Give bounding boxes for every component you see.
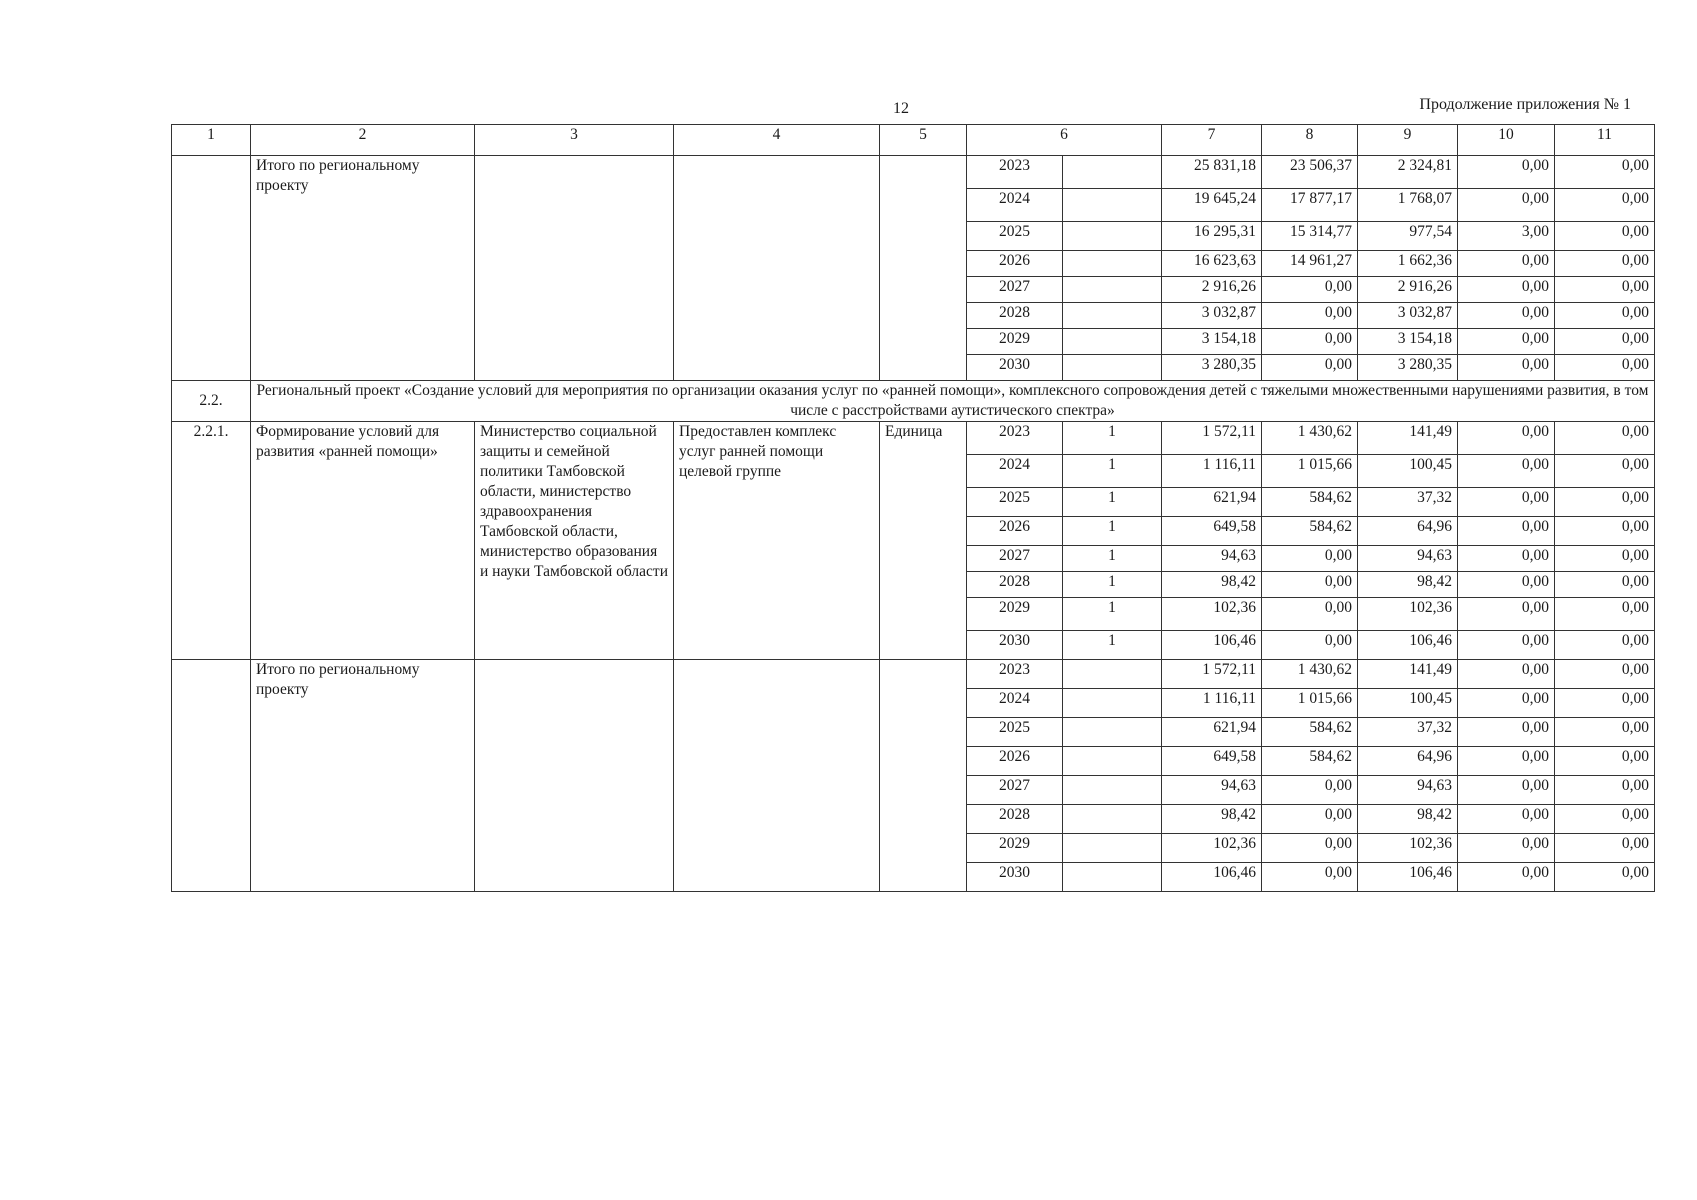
column-header: 3 xyxy=(475,125,674,156)
total-label: Итого по региональному проекту xyxy=(251,660,475,892)
value-cell: 0,00 xyxy=(1458,251,1555,277)
count-cell xyxy=(1063,303,1162,329)
year-cell: 2024 xyxy=(967,189,1063,222)
value-cell: 0,00 xyxy=(1555,805,1655,834)
count-cell: 1 xyxy=(1063,488,1162,517)
value-cell: 3 280,35 xyxy=(1162,355,1262,381)
result-cell xyxy=(674,660,880,892)
value-cell: 0,00 xyxy=(1262,329,1358,355)
count-cell xyxy=(1063,277,1162,303)
count-cell: 1 xyxy=(1063,631,1162,660)
value-cell: 2 916,26 xyxy=(1358,277,1458,303)
value-cell: 3,00 xyxy=(1458,222,1555,251)
table-row xyxy=(172,422,1655,455)
value-cell: 0,00 xyxy=(1458,689,1555,718)
count-cell xyxy=(1063,689,1162,718)
value-cell: 25 831,18 xyxy=(1162,156,1262,189)
year-cell: 2025 xyxy=(967,718,1063,747)
count-cell: 1 xyxy=(1063,546,1162,572)
column-header: 11 xyxy=(1555,125,1655,156)
value-cell: 0,00 xyxy=(1458,189,1555,222)
count-cell: 1 xyxy=(1063,422,1162,455)
year-cell: 2030 xyxy=(967,355,1063,381)
year-cell: 2027 xyxy=(967,546,1063,572)
executor-cell xyxy=(475,156,674,381)
year-cell: 2026 xyxy=(967,517,1063,546)
value-cell: 0,00 xyxy=(1458,455,1555,488)
value-cell: 0,00 xyxy=(1555,303,1655,329)
value-cell: 0,00 xyxy=(1458,277,1555,303)
value-cell: 94,63 xyxy=(1162,776,1262,805)
value-cell: 584,62 xyxy=(1262,718,1358,747)
value-cell: 0,00 xyxy=(1458,863,1555,892)
unit-cell xyxy=(880,660,967,892)
value-cell: 0,00 xyxy=(1262,631,1358,660)
total-label: Итого по региональному проекту xyxy=(251,156,475,381)
value-cell: 37,32 xyxy=(1358,718,1458,747)
value-cell: 1 430,62 xyxy=(1262,660,1358,689)
value-cell: 0,00 xyxy=(1555,834,1655,863)
value-cell: 0,00 xyxy=(1458,422,1555,455)
value-cell: 94,63 xyxy=(1358,776,1458,805)
value-cell: 1 572,11 xyxy=(1162,422,1262,455)
value-cell: 0,00 xyxy=(1262,572,1358,598)
value-cell: 0,00 xyxy=(1458,776,1555,805)
value-cell: 0,00 xyxy=(1458,156,1555,189)
year-cell: 2028 xyxy=(967,572,1063,598)
value-cell: 0,00 xyxy=(1458,355,1555,381)
result-cell: Предоставлен комплекс услуг ранней помощи целевой группе xyxy=(674,422,880,660)
item-code: 2.2.1. xyxy=(172,422,251,660)
value-cell: 0,00 xyxy=(1555,689,1655,718)
value-cell: 0,00 xyxy=(1458,572,1555,598)
result-cell xyxy=(674,156,880,381)
year-cell: 2026 xyxy=(967,251,1063,277)
value-cell: 0,00 xyxy=(1555,422,1655,455)
value-cell: 0,00 xyxy=(1555,598,1655,631)
year-cell: 2026 xyxy=(967,747,1063,776)
value-cell: 106,46 xyxy=(1358,631,1458,660)
value-cell: 584,62 xyxy=(1262,488,1358,517)
value-cell: 0,00 xyxy=(1458,660,1555,689)
value-cell: 0,00 xyxy=(1555,660,1655,689)
value-cell: 0,00 xyxy=(1262,303,1358,329)
value-cell: 0,00 xyxy=(1458,631,1555,660)
value-cell: 649,58 xyxy=(1162,747,1262,776)
value-cell: 3 154,18 xyxy=(1162,329,1262,355)
value-cell: 3 280,35 xyxy=(1358,355,1458,381)
value-cell: 0,00 xyxy=(1555,277,1655,303)
count-cell xyxy=(1063,156,1162,189)
table-row xyxy=(172,660,1655,689)
section-code: 2.2. xyxy=(172,381,251,422)
unit-cell: Единица xyxy=(880,422,967,660)
value-cell: 0,00 xyxy=(1262,598,1358,631)
value-cell: 3 032,87 xyxy=(1162,303,1262,329)
value-cell: 0,00 xyxy=(1458,805,1555,834)
value-cell: 0,00 xyxy=(1555,631,1655,660)
year-cell: 2029 xyxy=(967,329,1063,355)
value-cell: 0,00 xyxy=(1262,834,1358,863)
year-cell: 2025 xyxy=(967,222,1063,251)
value-cell: 0,00 xyxy=(1458,718,1555,747)
count-cell xyxy=(1063,747,1162,776)
value-cell: 98,42 xyxy=(1162,572,1262,598)
year-cell: 2023 xyxy=(967,660,1063,689)
value-cell: 0,00 xyxy=(1458,834,1555,863)
value-cell: 977,54 xyxy=(1358,222,1458,251)
column-header: 4 xyxy=(674,125,880,156)
value-cell: 0,00 xyxy=(1555,251,1655,277)
value-cell: 98,42 xyxy=(1358,572,1458,598)
value-cell: 0,00 xyxy=(1555,517,1655,546)
value-cell: 0,00 xyxy=(1555,863,1655,892)
value-cell: 0,00 xyxy=(1458,747,1555,776)
count-cell xyxy=(1063,776,1162,805)
code-cell xyxy=(172,660,251,892)
value-cell: 0,00 xyxy=(1458,598,1555,631)
executor-cell xyxy=(475,660,674,892)
value-cell: 64,96 xyxy=(1358,517,1458,546)
value-cell: 1 015,66 xyxy=(1262,455,1358,488)
value-cell: 37,32 xyxy=(1358,488,1458,517)
value-cell: 1 116,11 xyxy=(1162,455,1262,488)
value-cell: 141,49 xyxy=(1358,422,1458,455)
value-cell: 100,45 xyxy=(1358,689,1458,718)
column-header: 7 xyxy=(1162,125,1262,156)
value-cell: 16 295,31 xyxy=(1162,222,1262,251)
executor-cell: Министерство социальной защиты и семейной политики Тамбовской области, министерство здравоохранения Тамбовской области, министерство образования и науки Тамбовской области xyxy=(475,422,674,660)
column-header: 1 xyxy=(172,125,251,156)
value-cell: 102,36 xyxy=(1162,598,1262,631)
count-cell xyxy=(1063,222,1162,251)
value-cell: 14 961,27 xyxy=(1262,251,1358,277)
count-cell xyxy=(1063,355,1162,381)
page-number: 12 xyxy=(893,100,909,117)
value-cell: 94,63 xyxy=(1162,546,1262,572)
value-cell: 2 324,81 xyxy=(1358,156,1458,189)
value-cell: 0,00 xyxy=(1555,546,1655,572)
value-cell: 23 506,37 xyxy=(1262,156,1358,189)
section-title: Региональный проект «Создание условий для мероприятия по организации оказания услуг по «ранней помощи», комплексного сопровождения детей с тяжелыми множественными нарушениями развития, в том числе с расстройствами аутистического спектра» xyxy=(251,381,1655,422)
value-cell: 1 116,11 xyxy=(1162,689,1262,718)
value-cell: 1 768,07 xyxy=(1358,189,1458,222)
year-cell: 2023 xyxy=(967,156,1063,189)
value-cell: 649,58 xyxy=(1162,517,1262,546)
count-cell: 1 xyxy=(1063,572,1162,598)
count-cell xyxy=(1063,329,1162,355)
value-cell: 584,62 xyxy=(1262,747,1358,776)
value-cell: 1 015,66 xyxy=(1262,689,1358,718)
value-cell: 106,46 xyxy=(1358,863,1458,892)
year-cell: 2027 xyxy=(967,776,1063,805)
value-cell: 1 662,36 xyxy=(1358,251,1458,277)
column-header: 8 xyxy=(1262,125,1358,156)
value-cell: 0,00 xyxy=(1555,718,1655,747)
column-header: 9 xyxy=(1358,125,1458,156)
value-cell: 19 645,24 xyxy=(1162,189,1262,222)
value-cell: 102,36 xyxy=(1358,598,1458,631)
column-header: 2 xyxy=(251,125,475,156)
count-cell xyxy=(1063,251,1162,277)
value-cell: 102,36 xyxy=(1162,834,1262,863)
count-cell xyxy=(1063,718,1162,747)
value-cell: 0,00 xyxy=(1555,488,1655,517)
value-cell: 106,46 xyxy=(1162,631,1262,660)
value-cell: 0,00 xyxy=(1555,222,1655,251)
value-cell: 0,00 xyxy=(1458,488,1555,517)
value-cell: 0,00 xyxy=(1555,776,1655,805)
value-cell: 0,00 xyxy=(1262,277,1358,303)
unit-cell xyxy=(880,156,967,381)
column-header: 10 xyxy=(1458,125,1555,156)
value-cell: 0,00 xyxy=(1555,572,1655,598)
item-name: Формирование условий для развития «ранней помощи» xyxy=(251,422,475,660)
value-cell: 141,49 xyxy=(1358,660,1458,689)
value-cell: 100,45 xyxy=(1358,455,1458,488)
value-cell: 0,00 xyxy=(1458,303,1555,329)
value-cell: 0,00 xyxy=(1555,156,1655,189)
value-cell: 0,00 xyxy=(1555,189,1655,222)
count-cell: 1 xyxy=(1063,598,1162,631)
value-cell: 0,00 xyxy=(1262,776,1358,805)
value-cell: 0,00 xyxy=(1458,517,1555,546)
column-header: 5 xyxy=(880,125,967,156)
value-cell: 2 916,26 xyxy=(1162,277,1262,303)
column-header: 6 xyxy=(967,125,1162,156)
value-cell: 621,94 xyxy=(1162,488,1262,517)
budget-table xyxy=(171,124,1655,892)
year-cell: 2029 xyxy=(967,834,1063,863)
count-cell: 1 xyxy=(1063,517,1162,546)
year-cell: 2030 xyxy=(967,631,1063,660)
year-cell: 2030 xyxy=(967,863,1063,892)
year-cell: 2028 xyxy=(967,303,1063,329)
count-cell: 1 xyxy=(1063,455,1162,488)
value-cell: 0,00 xyxy=(1262,805,1358,834)
code-cell xyxy=(172,156,251,381)
year-cell: 2024 xyxy=(967,455,1063,488)
year-cell: 2027 xyxy=(967,277,1063,303)
value-cell: 584,62 xyxy=(1262,517,1358,546)
year-cell: 2025 xyxy=(967,488,1063,517)
value-cell: 0,00 xyxy=(1458,546,1555,572)
value-cell: 0,00 xyxy=(1555,329,1655,355)
value-cell: 98,42 xyxy=(1358,805,1458,834)
table-row xyxy=(172,156,1655,189)
value-cell: 102,36 xyxy=(1358,834,1458,863)
count-cell xyxy=(1063,863,1162,892)
value-cell: 0,00 xyxy=(1262,546,1358,572)
value-cell: 0,00 xyxy=(1262,863,1358,892)
value-cell: 15 314,77 xyxy=(1262,222,1358,251)
column-header-row xyxy=(172,125,1655,156)
value-cell: 3 032,87 xyxy=(1358,303,1458,329)
year-cell: 2023 xyxy=(967,422,1063,455)
count-cell xyxy=(1063,805,1162,834)
value-cell: 0,00 xyxy=(1555,455,1655,488)
value-cell: 94,63 xyxy=(1358,546,1458,572)
value-cell: 1 430,62 xyxy=(1262,422,1358,455)
value-cell: 0,00 xyxy=(1555,355,1655,381)
value-cell: 16 623,63 xyxy=(1162,251,1262,277)
year-cell: 2024 xyxy=(967,689,1063,718)
value-cell: 0,00 xyxy=(1458,329,1555,355)
value-cell: 1 572,11 xyxy=(1162,660,1262,689)
value-cell: 621,94 xyxy=(1162,718,1262,747)
continuation-note: Продолжение приложения № 1 xyxy=(1419,96,1631,113)
year-cell: 2029 xyxy=(967,598,1063,631)
value-cell: 98,42 xyxy=(1162,805,1262,834)
count-cell xyxy=(1063,834,1162,863)
value-cell: 3 154,18 xyxy=(1358,329,1458,355)
value-cell: 0,00 xyxy=(1262,355,1358,381)
count-cell xyxy=(1063,660,1162,689)
count-cell xyxy=(1063,189,1162,222)
value-cell: 64,96 xyxy=(1358,747,1458,776)
year-cell: 2028 xyxy=(967,805,1063,834)
section-row xyxy=(172,381,1655,422)
value-cell: 0,00 xyxy=(1555,747,1655,776)
value-cell: 106,46 xyxy=(1162,863,1262,892)
value-cell: 17 877,17 xyxy=(1262,189,1358,222)
